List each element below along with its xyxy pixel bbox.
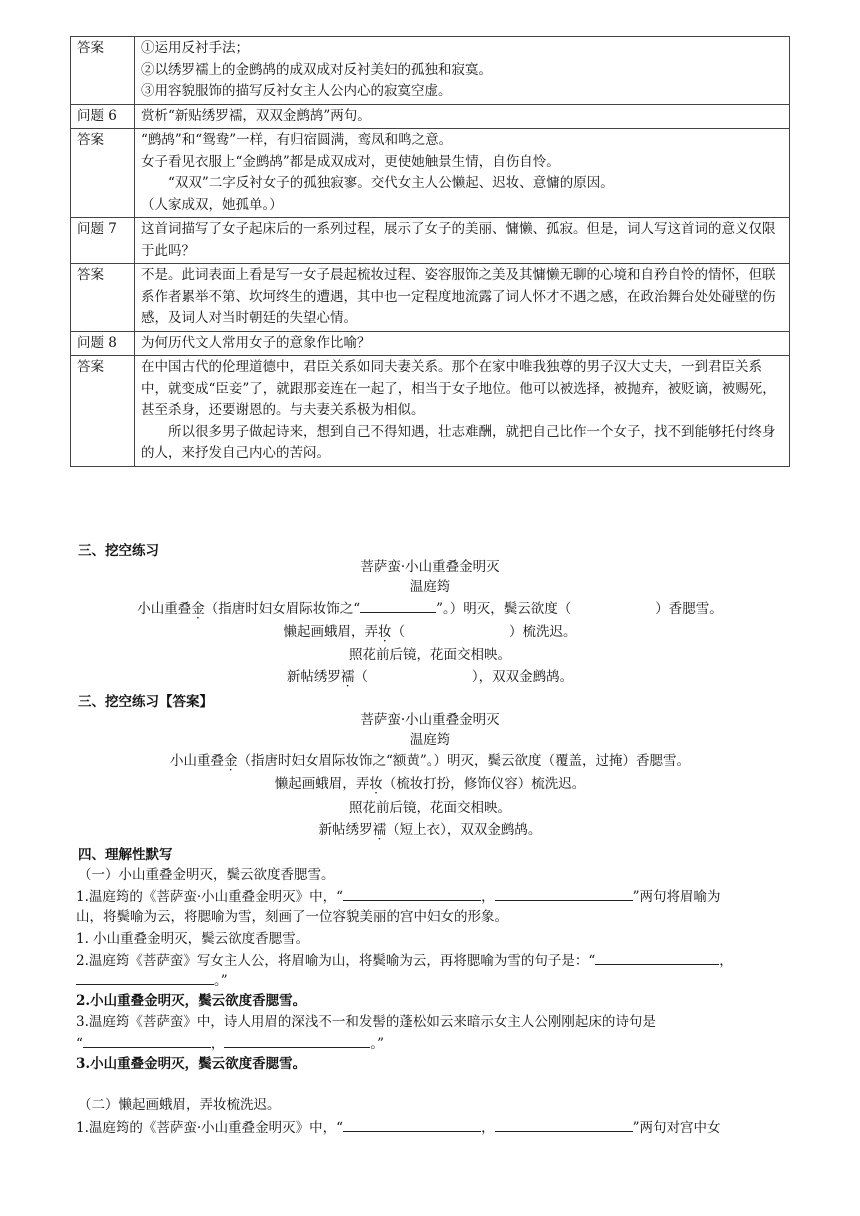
dotted-char: 妆 — [369, 776, 383, 792]
table-row — [71, 264, 790, 332]
answer-blank[interactable] — [595, 950, 719, 965]
answers-heading: 三、挖空练习【答案】 — [78, 694, 213, 710]
answer-line-1 — [0, 751, 860, 772]
answer-blank[interactable] — [76, 970, 214, 985]
answer-line: （人家成双，她孤单。） — [141, 196, 283, 213]
poem-title: 菩萨蛮·小山重叠金明灭 — [360, 712, 500, 728]
text: （ — [391, 624, 405, 640]
text: ”两句将眉喻为 — [632, 889, 721, 905]
text: 小山重叠 — [169, 753, 224, 769]
recite-answer-3: 3.小山重叠金明灭，鬓云欲度香腮雪。 — [76, 1056, 307, 1072]
recite-question-2-cont — [76, 970, 796, 992]
text: ， — [210, 1036, 225, 1052]
text: ），双双金鹧鸪。 — [471, 669, 574, 685]
cloze-line-3: 照花前后镜，花面交相映。 — [349, 647, 511, 663]
recite-question-2 — [76, 950, 796, 972]
table-row — [71, 218, 790, 264]
cloze-blank[interactable] — [360, 598, 436, 613]
qa-table — [70, 36, 790, 467]
text: 新帖绣罗 — [318, 822, 373, 838]
recite-question-1-cont: 山，将鬓喻为云，将腮喻为雪，刻画了一位容貌美丽的宫中妇女的形象。 — [76, 909, 508, 925]
text: 新帖绣罗 — [286, 669, 341, 685]
text: 。” — [214, 973, 228, 989]
poem-author: 温庭筠 — [409, 579, 451, 595]
recite-question-3-cont — [76, 1033, 796, 1055]
recite-question-4 — [76, 1117, 796, 1139]
row-label: 答案 — [71, 129, 135, 218]
answer-blank[interactable] — [343, 1117, 481, 1132]
question-line: 为何历代文人常用女子的意象作比喻？ — [141, 334, 371, 351]
table-row — [71, 129, 790, 218]
recite-question-3: 3.温庭筠《菩萨蛮》中，诗人用眉的深浅不一和发髻的蓬松如云来暗示女主人公刚刚起床的诗句是 — [76, 1014, 656, 1030]
row-label: 答案 — [71, 356, 135, 467]
answer-line: ③用容貌服饰的描写反衬女主人公内心的寂寞空虚。 — [141, 83, 452, 99]
text: （梳妆打扮，修饰仪容）梳洗迟。 — [382, 776, 586, 792]
text: ”。）明灭，鬓云欲度（ — [436, 601, 572, 617]
table-row — [71, 356, 790, 467]
answer-blank[interactable] — [224, 1033, 370, 1048]
text: 。” — [370, 1036, 385, 1052]
text: （指唐时妇女眉际妆饰之“额黄”。）明灭，鬓云欲度（覆盖，过掩）香腮雪。 — [237, 753, 691, 769]
text: （ — [354, 669, 368, 685]
row-content — [135, 37, 790, 105]
text: 1.温庭筠的《菩萨蛮·小山重叠金明灭》中，“ — [76, 1120, 344, 1136]
dotted-char: 金 — [223, 753, 238, 769]
text: 2.温庭筠《菩萨蛮》写女主人公，将眉喻为山，将鬓喻为云，再将腮喻为雪的句子是：“ — [76, 953, 596, 969]
answer-line-2 — [0, 774, 860, 795]
dotted-char: 妆 — [378, 624, 392, 640]
recite-heading: 四、理解性默写 — [78, 847, 173, 863]
text: ）香腮雪。 — [655, 601, 723, 617]
table-row — [71, 104, 790, 129]
answer-line: 在中国古代的伦理道德中，君臣关系如同夫妻关系。那个在家中唯我独尊的男子汉大丈夫，一到君臣关系中，就变成“臣妾”了，就跟那妾连在一起了，相当于女子地位。他可以被选择，被抛弃，被贬谪，被赐死，甚至杀身，还要谢恩的。与夫妻关系极为相似。 — [141, 359, 776, 418]
text: （短上衣），双双金鹧鸪。 — [386, 822, 542, 838]
row-content — [135, 104, 790, 129]
answer-line: “双双”二字反衬女子的孤独寂寥。交代女主人公懒起、迟妆、意慵的原因。 — [168, 175, 614, 191]
row-content — [135, 356, 790, 467]
answer-line-3: 照花前后镜，花面交相映。 — [349, 800, 511, 816]
cloze-heading: 三、挖空练习 — [78, 543, 159, 559]
recite-subheading: （一）小山重叠金明灭，鬓云欲度香腮雪。 — [78, 867, 335, 883]
text: ， — [481, 1120, 495, 1136]
text: 懒起画蛾眉，弄 — [283, 624, 378, 640]
cloze-line-1 — [0, 598, 860, 620]
answer-line: 所以很多男子做起诗来，想到自己不得知遇，壮志难酬，就把自己比作一个女子，找不到能够托付终身的人，来抒发自己内心的苦闷。 — [141, 423, 776, 461]
recite-answer-1: 1. 小山重叠金明灭，鬓云欲度香腮雪。 — [76, 931, 310, 947]
text: ）梳洗迟。 — [509, 624, 577, 640]
answer-line: ②以绣罗襦上的金鹧鸪的成双成对反衬美妇的孤独和寂寞。 — [141, 61, 492, 78]
poem-author: 温庭筠 — [409, 732, 451, 748]
row-label: 问题 7 — [71, 218, 135, 264]
recite-question-1 — [76, 886, 796, 908]
text: 懒起画蛾眉，弄 — [274, 776, 370, 792]
answer-blank[interactable] — [343, 886, 481, 901]
dotted-char: 襦 — [340, 669, 355, 685]
text: ， — [481, 889, 495, 905]
recite-answer-2: 2.小山重叠金明灭，鬓云欲度香腮雪。 — [76, 993, 307, 1009]
answer-line: ①运用反衬手法； — [141, 40, 249, 56]
text: ”两句对宫中女 — [632, 1120, 721, 1136]
table-row — [71, 37, 790, 105]
text: ， — [719, 953, 733, 969]
row-label: 答案 — [71, 37, 135, 105]
answer-blank[interactable] — [83, 1033, 211, 1048]
question-line: 赏析“新贴绣罗襦，双双金鹧鸪”两句。 — [141, 107, 371, 124]
answer-blank[interactable] — [495, 886, 633, 901]
text: 1.温庭筠的《菩萨蛮·小山重叠金明灭》中，“ — [76, 889, 344, 905]
row-content — [135, 331, 790, 356]
poem-title: 菩萨蛮·小山重叠金明灭 — [360, 559, 500, 575]
dotted-char: 金 — [191, 601, 205, 617]
answer-line: “鹧鸪”和“鸳鸯”一样，有归宿圆满，鸾凤和鸣之意。 — [141, 132, 453, 148]
cloze-line-4 — [0, 667, 860, 688]
recite-subheading: （二）懒起画蛾眉，弄妆梳洗迟。 — [78, 1097, 281, 1113]
row-content — [135, 264, 790, 332]
row-content — [135, 129, 790, 218]
row-label: 问题 6 — [71, 104, 135, 129]
row-label: 问题 8 — [71, 331, 135, 356]
row-content — [135, 218, 790, 264]
dotted-char: 襦 — [372, 822, 387, 838]
row-label: 答案 — [71, 264, 135, 332]
answer-line: 女子看见衣服上“金鹧鸪”都是成双成对，更使她触景生情，自伤自怜。 — [141, 153, 560, 170]
text: “ — [76, 1036, 83, 1052]
answer-blank[interactable] — [495, 1117, 633, 1132]
text: （指唐时妇女眉际妆饰之“ — [204, 601, 361, 617]
answer-line: 不是。此词表面上看是写一女子晨起梳妆过程、姿容服饰之美及其慵懒无聊的心境和自矜自怜的情怀，但联系作者累举不第、坎坷终生的遭遇，其中也一定程度地流露了词人怀才不遇之感，在政治舞台处处碰壁的伤感，及词人对当时朝廷的失望心情。 — [141, 267, 776, 326]
text: 小山重叠 — [137, 601, 192, 617]
question-line: 这首词描写了女子起床后的一系列过程，展示了女子的美丽、慵懒、孤寂。但是，词人写这首词的意义仅限于此吗？ — [141, 221, 776, 259]
table-row — [71, 331, 790, 356]
cloze-line-2 — [0, 622, 860, 643]
answer-line-4 — [0, 820, 860, 841]
